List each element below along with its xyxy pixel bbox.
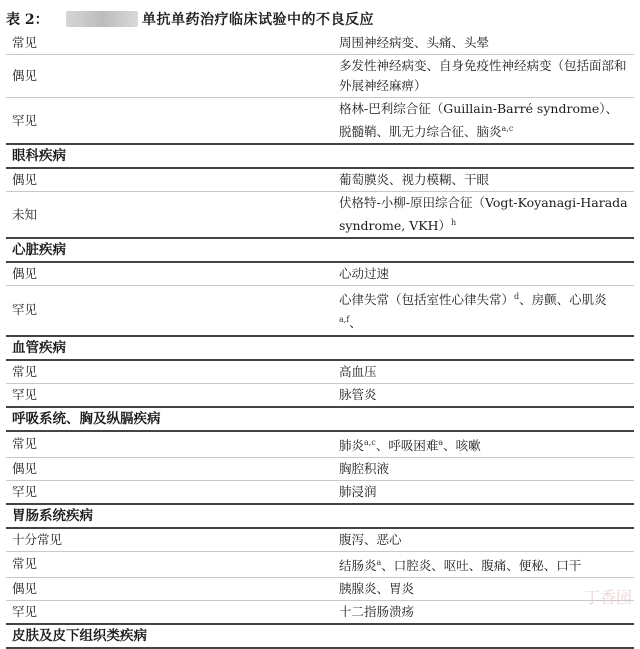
- frequency-cell: 偶见: [6, 55, 333, 98]
- reaction-text: 肺炎: [339, 437, 365, 453]
- frequency-cell: 常见: [6, 551, 333, 577]
- table-title: [6, 6, 634, 32]
- footnote-marker: d: [514, 292, 520, 302]
- table-row: [6, 360, 634, 384]
- table-row: [6, 98, 634, 145]
- frequency-cell: 偶见: [6, 168, 333, 192]
- frequency-cell: 罕见: [6, 98, 333, 145]
- section-heading: 皮肤及皮下组织类疾病: [6, 624, 333, 648]
- reaction-text: 高血压: [339, 363, 377, 379]
- section-heading: 心脏疾病: [6, 238, 333, 262]
- table-row: [6, 457, 634, 480]
- reaction-cell: [333, 32, 634, 55]
- section-heading: 血管疾病: [6, 336, 333, 360]
- reaction-cell: [333, 383, 634, 407]
- frequency-cell: 罕见: [6, 600, 333, 624]
- reaction-cell: [333, 144, 634, 168]
- reaction-cell: [333, 192, 634, 239]
- reaction-cell: [333, 286, 634, 336]
- frequency-cell: 偶见: [6, 457, 333, 480]
- reaction-cell: [333, 551, 634, 577]
- table-row: [6, 480, 634, 504]
- frequency-cell: 常见: [6, 431, 333, 458]
- table-row: [6, 55, 634, 98]
- reaction-cell: [333, 238, 634, 262]
- reaction-cell: [333, 504, 634, 528]
- table-row: [6, 431, 634, 458]
- reaction-text: 格林-巴利综合征（Guillain-Barré syndrome）、脱髓鞘、肌无力综合征、脑炎: [339, 101, 618, 140]
- section-row: [6, 407, 634, 431]
- frequency-cell: 常见: [6, 360, 333, 384]
- table-row: [6, 192, 634, 239]
- section-heading: 呼吸系统、胸及纵膈疾病: [6, 407, 333, 431]
- reaction-cell: [333, 624, 634, 648]
- frequency-cell: 常见: [6, 32, 333, 55]
- table-row: [6, 383, 634, 407]
- section-heading: 眼科疾病: [6, 144, 333, 168]
- reaction-text: 、呼吸困难: [375, 437, 439, 453]
- table-row: [6, 168, 634, 192]
- footnote-marker: a,f: [339, 315, 350, 325]
- reaction-text: 心动过速: [339, 266, 390, 282]
- footnote-marker: a: [376, 557, 382, 567]
- frequency-cell: 未知: [6, 192, 333, 239]
- footnote-marker: a: [438, 437, 444, 447]
- reaction-cell: [333, 262, 634, 286]
- reaction-text: 腹泻、恶心: [339, 531, 402, 547]
- reaction-text: 、房颤、心肌炎: [519, 292, 607, 308]
- section-row: [6, 144, 634, 168]
- table-row: [6, 577, 634, 600]
- frequency-cell: 罕见: [6, 286, 333, 336]
- frequency-cell: 偶见: [6, 262, 333, 286]
- reaction-text: 心律失常（包括室性心律失常）: [339, 292, 515, 308]
- redacted-drug-name: [66, 11, 138, 27]
- adverse-reactions-table: [6, 32, 634, 649]
- footnote-marker: a,c: [501, 124, 514, 133]
- section-row: [6, 504, 634, 528]
- reaction-text: 十二指肠溃疡: [339, 603, 415, 619]
- section-row: [6, 624, 634, 648]
- footnote-marker: a,c: [364, 437, 376, 447]
- section-row: [6, 238, 634, 262]
- reaction-cell: [333, 336, 634, 360]
- table-row: [6, 286, 634, 336]
- reaction-text: 脉管炎: [339, 386, 377, 402]
- reaction-cell: [333, 457, 634, 480]
- reaction-text: 伏格特-小柳-原田综合征（Vogt-Koyanagi-Harada syndrome, VKH）: [339, 195, 628, 234]
- reaction-text: 胸腔积液: [339, 460, 390, 476]
- table-number-label: 表 2：: [6, 12, 49, 28]
- table-row: [6, 262, 634, 286]
- reaction-text: 胰腺炎、胃炎: [339, 580, 415, 596]
- reaction-cell: [333, 98, 634, 145]
- frequency-cell: 十分常见: [6, 528, 333, 552]
- reaction-text: 、咳嗽: [443, 437, 481, 453]
- reaction-text: 、口腔炎、呕吐、腹痛、便秘、口干: [381, 557, 582, 573]
- reaction-text: 葡萄膜炎、视力模糊、干眼: [339, 172, 490, 188]
- reaction-cell: [333, 407, 634, 431]
- footnote-marker: h: [451, 218, 457, 228]
- frequency-cell: 偶见: [6, 577, 333, 600]
- frequency-cell: 罕见: [6, 480, 333, 504]
- reaction-cell: [333, 480, 634, 504]
- reaction-cell: [333, 431, 634, 458]
- frequency-cell: 罕见: [6, 383, 333, 407]
- section-heading: 胃肠系统疾病: [6, 504, 333, 528]
- reaction-text: 肺浸润: [339, 483, 377, 499]
- section-row: [6, 336, 634, 360]
- reaction-cell: [333, 55, 634, 98]
- table-row: [6, 32, 634, 55]
- reaction-text: 结肠炎: [339, 557, 377, 573]
- reaction-cell: [333, 528, 634, 552]
- watermark-logo: 丁香园: [583, 588, 632, 607]
- reaction-text: 周围神经病变、头痛、头晕: [339, 35, 490, 50]
- reaction-text: 多发性神经病变、自身免疫性神经病变（包括面部和外展神经麻痹）: [339, 58, 627, 93]
- table-row: [6, 551, 634, 577]
- reaction-text: 、: [349, 315, 362, 331]
- reaction-cell: [333, 360, 634, 384]
- reaction-cell: [333, 168, 634, 192]
- table-row: [6, 600, 634, 624]
- table-row: [6, 528, 634, 552]
- table-title-text: 单抗单药治疗临床试验中的不良反应: [142, 12, 374, 28]
